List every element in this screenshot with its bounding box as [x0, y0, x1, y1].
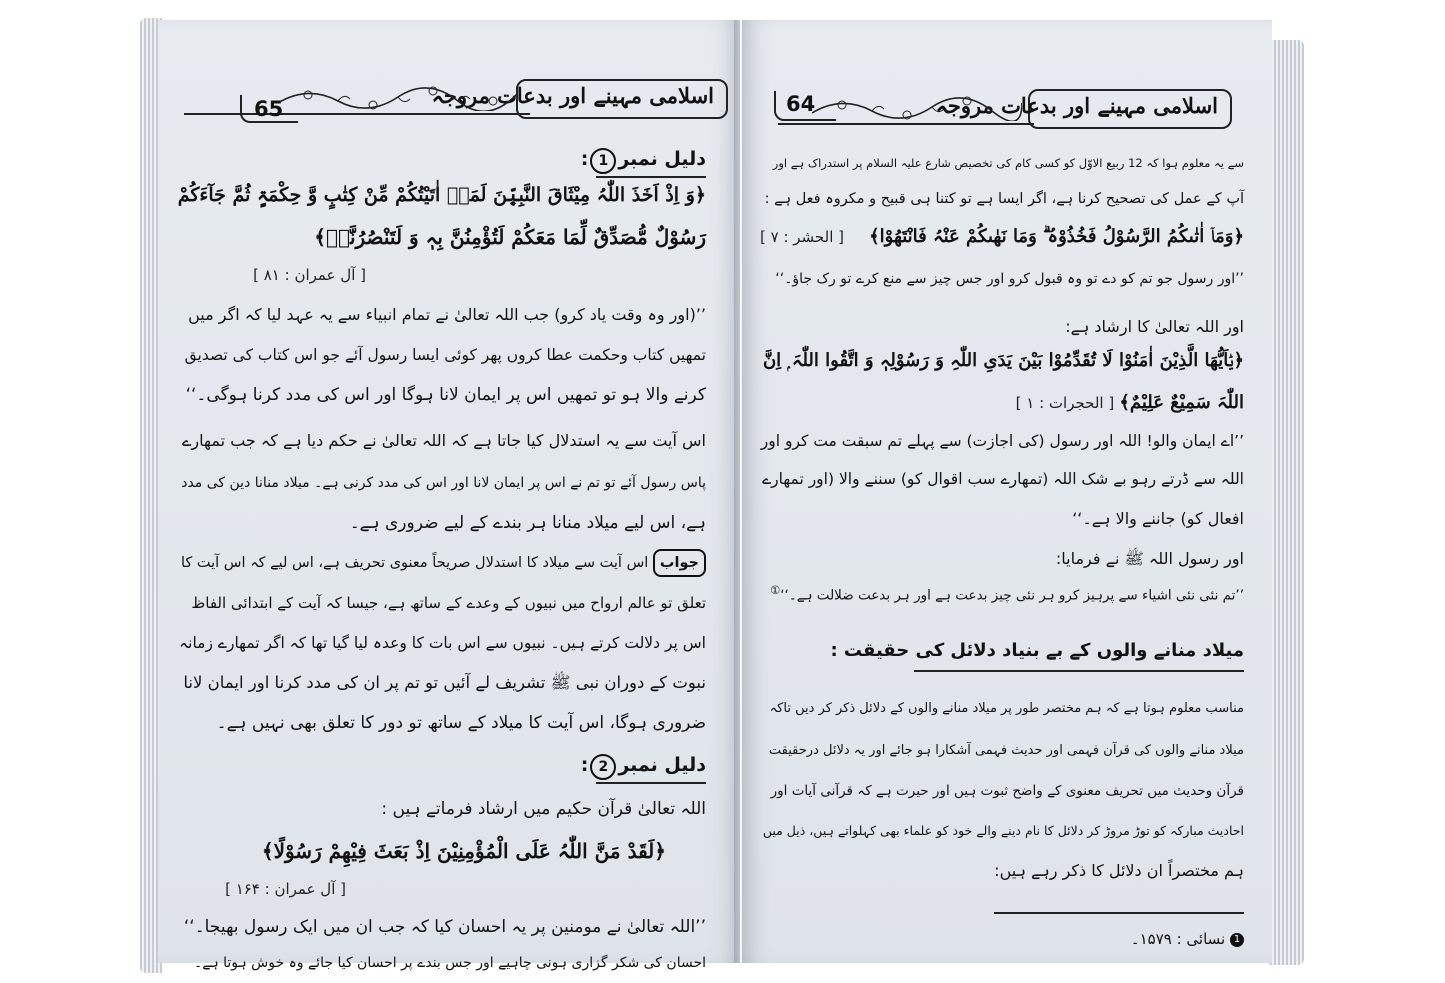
text-line: پاس رسول آئے تو تم نے اس پر ایمان لانا اور اس کی مدد کرنی ہے۔ میلاد منانا دین کی مدد: [181, 475, 706, 491]
ayah-1-line-2: رَسُوْلٌ مُّصَدِّقٌ لِّمَا مَعَکُمْ لَتُؤْمِنُنَّ بِہٖ وَ لَتَنْصُرُنَّہٗ﴾: [314, 225, 706, 249]
footnote-number: 1: [1230, 933, 1244, 947]
page-number: 64: [786, 92, 816, 116]
ayah-2: ﴿لَقَدْ مَنَّ اللّٰہُ عَلَی الْمُؤْمِنِیْنَ اِذْ بَعَثَ فِیْھِمْ رَسُوْلًا﴾: [261, 839, 666, 863]
text-line: اس آیت سے میلاد کا استدلال صریحاً معنوی تحریف ہے، اس لیے کہ اس آیت کا: [180, 555, 649, 571]
answer-line: [181, 544, 706, 582]
vine-ornament-icon: [278, 81, 518, 111]
text-line: تعلق تو عالم ارواح میں نبیوں کے وعدے کے ساتھ ہے، جیسا کہ آیت کے ابتدائی الفاظ: [191, 594, 706, 612]
text-line: سے یہ معلوم ہوا کہ 12 ربیع الاوّل کو کسی کام کی تخصیص شارع علیہ السلام پر استدراک ہے اور: [772, 156, 1244, 170]
dalil-1-number: 1: [590, 148, 616, 174]
dalil-2-number: 2: [590, 754, 616, 780]
text-line: ’’اور رسول جو تم کو دے تو وہ قبول کرو اور جس چیز سے منع کرے تو رک جاؤ۔‘‘: [775, 271, 1244, 287]
ayah-2-line-2: اللّٰہَ سَمِیْعٌ عَلِیْمٌ﴾: [1119, 392, 1244, 413]
footnote-marker: ①: [770, 584, 781, 597]
dalil-2-heading: دلیل نمبر2:: [581, 746, 706, 784]
text-line: نبوت کے دوران نبی ﷺ تشریف لے آئیں تو تم پر ان کی مدد کرنا اور ایمان لانا: [183, 673, 706, 692]
header-rule: [778, 123, 1034, 125]
text-line: اللہ سے ڈرتے رہو بے شک اللہ (تمھارے سب اقوال کو) سننے والا (اور تمھارے: [762, 470, 1244, 488]
right-page-body: [760, 144, 1244, 974]
vine-ornament-icon: [812, 91, 1022, 121]
text-line: تمھیں کتاب وحکمت عطا کروں پھر کوئی ایسا رسول آئے جو اس کتاب کی تصدیق: [184, 346, 706, 364]
text-line: ’’تم نئی نئی اشیاء سے پرہیز کرو ہر نئی چیز بدعت ہے اور ہر بدعت ضلالت ہے۔‘‘: [780, 587, 1244, 604]
ayah-1-line-1: ﴿وَ اِذْ اَخَذَ اللّٰہُ مِیْثَاقَ النَّبِیّٖنَ لَمَاۤ اٰتَیْتُکُمْ مِّنْ کِتٰبٍ وَّ حِکْمَۃٍ ثُمَّ جَآءَکُمْ: [177, 184, 706, 206]
answer-label: جواب: [653, 549, 706, 577]
right-page: [742, 20, 1272, 963]
footnote-text: نسائی : ۱۵۷۹۔: [1130, 930, 1226, 948]
text-line: میلاد منانے والوں کی قرآن فہمی اور حدیث فہمی آشکارا ہو جائے اور یہ دلائل درحقیقت: [768, 743, 1244, 758]
page-number: 65: [254, 97, 284, 121]
header-title: اسلامی مہینے اور بدعات مروجہ: [935, 93, 1218, 118]
ayah-1: ﴿وَمَاۤ اٰتٰىکُمُ الرَّسُوْلُ فَخُذُوْہُ ۗ وَمَا نَھٰىکُمْ عَنْہُ فَانْتَھُوْا﴾: [869, 226, 1244, 247]
ayah-2-line-1: ﴿یٰۤاَیُّھَا الَّذِیْنَ اٰمَنُوْا لَا تُقَدِّمُوْا بَیْنَ یَدَیِ اللّٰہِ وَ رَسُوْلِہٖ وَ اتَّقُوا اللّٰہَ ۭ اِنَّ: [762, 350, 1244, 371]
text-line: احادیث مبارکہ کو توڑ مروڑ کر دلائل کا نام دینے والے خود کو علماء بھی کہلواتے ہیں، ذیل میں: [762, 823, 1244, 838]
heading-underline: [596, 782, 706, 784]
right-page-edges: [1268, 40, 1304, 965]
text-line: اس پر دلالت کرتے ہیں۔ نبیوں سے اس بات کا وعدہ لیا گیا تھا کہ اگر تمھارے زمانہ: [179, 634, 706, 652]
text-line: اور اللہ تعالیٰ کا ارشاد ہے:: [1065, 317, 1244, 336]
text-line: کرنے والا ہو تو تمھیں اس پر ایمان لانا ہوگا اور اس کی مدد کرنا ہوگی۔‘‘: [185, 385, 706, 405]
ayah-2-reference: [ آل عمران : ۱۶۴ ]: [225, 880, 346, 898]
text-line: ’’(اور وہ وقت یاد کرو) جب اللہ تعالیٰ نے تمام انبیاء سے یہ عہد لیا کہ اگر میں: [188, 305, 706, 324]
text-line: آپ کے عمل کی تصحیح کرنا ہے، اگر ایسا ہے تو کتنا ہی قبیح و مکروہ فعل ہے :: [764, 191, 1244, 207]
text-line: ضروری ہوگا، اس آیت کا میلاد کے ساتھ تو دور کا تعلق بھی نہیں ہے۔: [216, 713, 706, 733]
text-line: ہے، اس لیے میلاد منانا ہر بندے کے لیے ضروری ہے۔: [349, 513, 706, 533]
footnote: [1131, 920, 1244, 958]
dalil-2-label: دلیل نمبر: [618, 754, 706, 776]
ayah-2-line-2-row: [1016, 384, 1244, 422]
hadith-line: [770, 572, 1244, 615]
ayah-1-reference: [ آل عمران : ۸۱ ]: [253, 266, 366, 284]
text-line: ’’اللہ تعالیٰ نے مومنین پر یہ احسان کیا کہ جب ان میں ایک رسول بھیجا۔‘‘: [183, 917, 706, 937]
text-line: قرآن وحدیث میں تحریف معنوی کے واضح ثبوت ہیں اور حیرت ہے کہ قرآنی آیات اور: [770, 783, 1244, 799]
header-rule: [184, 113, 530, 115]
text-line: احسان کی شکر گزاری ہونی چاہیے اور جس بندے پر احسان کیا جائے وہ خوش ہوتا ہے۔: [194, 955, 706, 971]
ayah-1-reference: [ الحشر : ۷ ]: [760, 228, 844, 246]
section-heading: میلاد منانے والوں کے بے بنیاد دلائل کی حقیقت :: [830, 640, 1244, 661]
text-line: اس آیت سے یہ استدلال کیا جاتا ہے کہ اللہ تعالیٰ نے حکم دیا ہے کہ جب تمھارے: [182, 431, 706, 450]
page-header: [158, 75, 740, 131]
text-line: ’’اے ایمان والو! اللہ اور رسول (کی اجازت) سے پہلے تم سبقت مت کرو اور: [760, 432, 1244, 450]
text-line: اللہ تعالیٰ قرآن حکیم میں ارشاد فرماتے ہیں :: [381, 799, 706, 819]
page-header: [742, 75, 1272, 131]
heading-underline: [914, 670, 1244, 672]
text-line: افعال کو) جاننے والا ہے۔‘‘: [1072, 509, 1244, 528]
left-page-body: [177, 132, 706, 971]
dalil-1-label: دلیل نمبر: [618, 148, 706, 170]
text-line: اور رسول اللہ ﷺ نے فرمایا:: [1055, 549, 1244, 568]
ayah-2-reference: [ الحجرات : ۱ ]: [1015, 394, 1115, 412]
footnote-rule: [994, 912, 1244, 914]
header-title: اسلامی مہینے اور بدعات مروجہ: [431, 83, 714, 108]
text-line: مناسب معلوم ہوتا ہے کہ ہم مختصر طور پر میلاد منانے والوں کے دلائل ذکر کر دیں تاکہ: [769, 701, 1244, 716]
left-page: [158, 20, 740, 971]
dalil-1-heading: دلیل نمبر1:: [581, 140, 706, 178]
text-line: ہم مختصراً ان دلائل کا ذکر رہے ہیں:: [994, 861, 1244, 880]
